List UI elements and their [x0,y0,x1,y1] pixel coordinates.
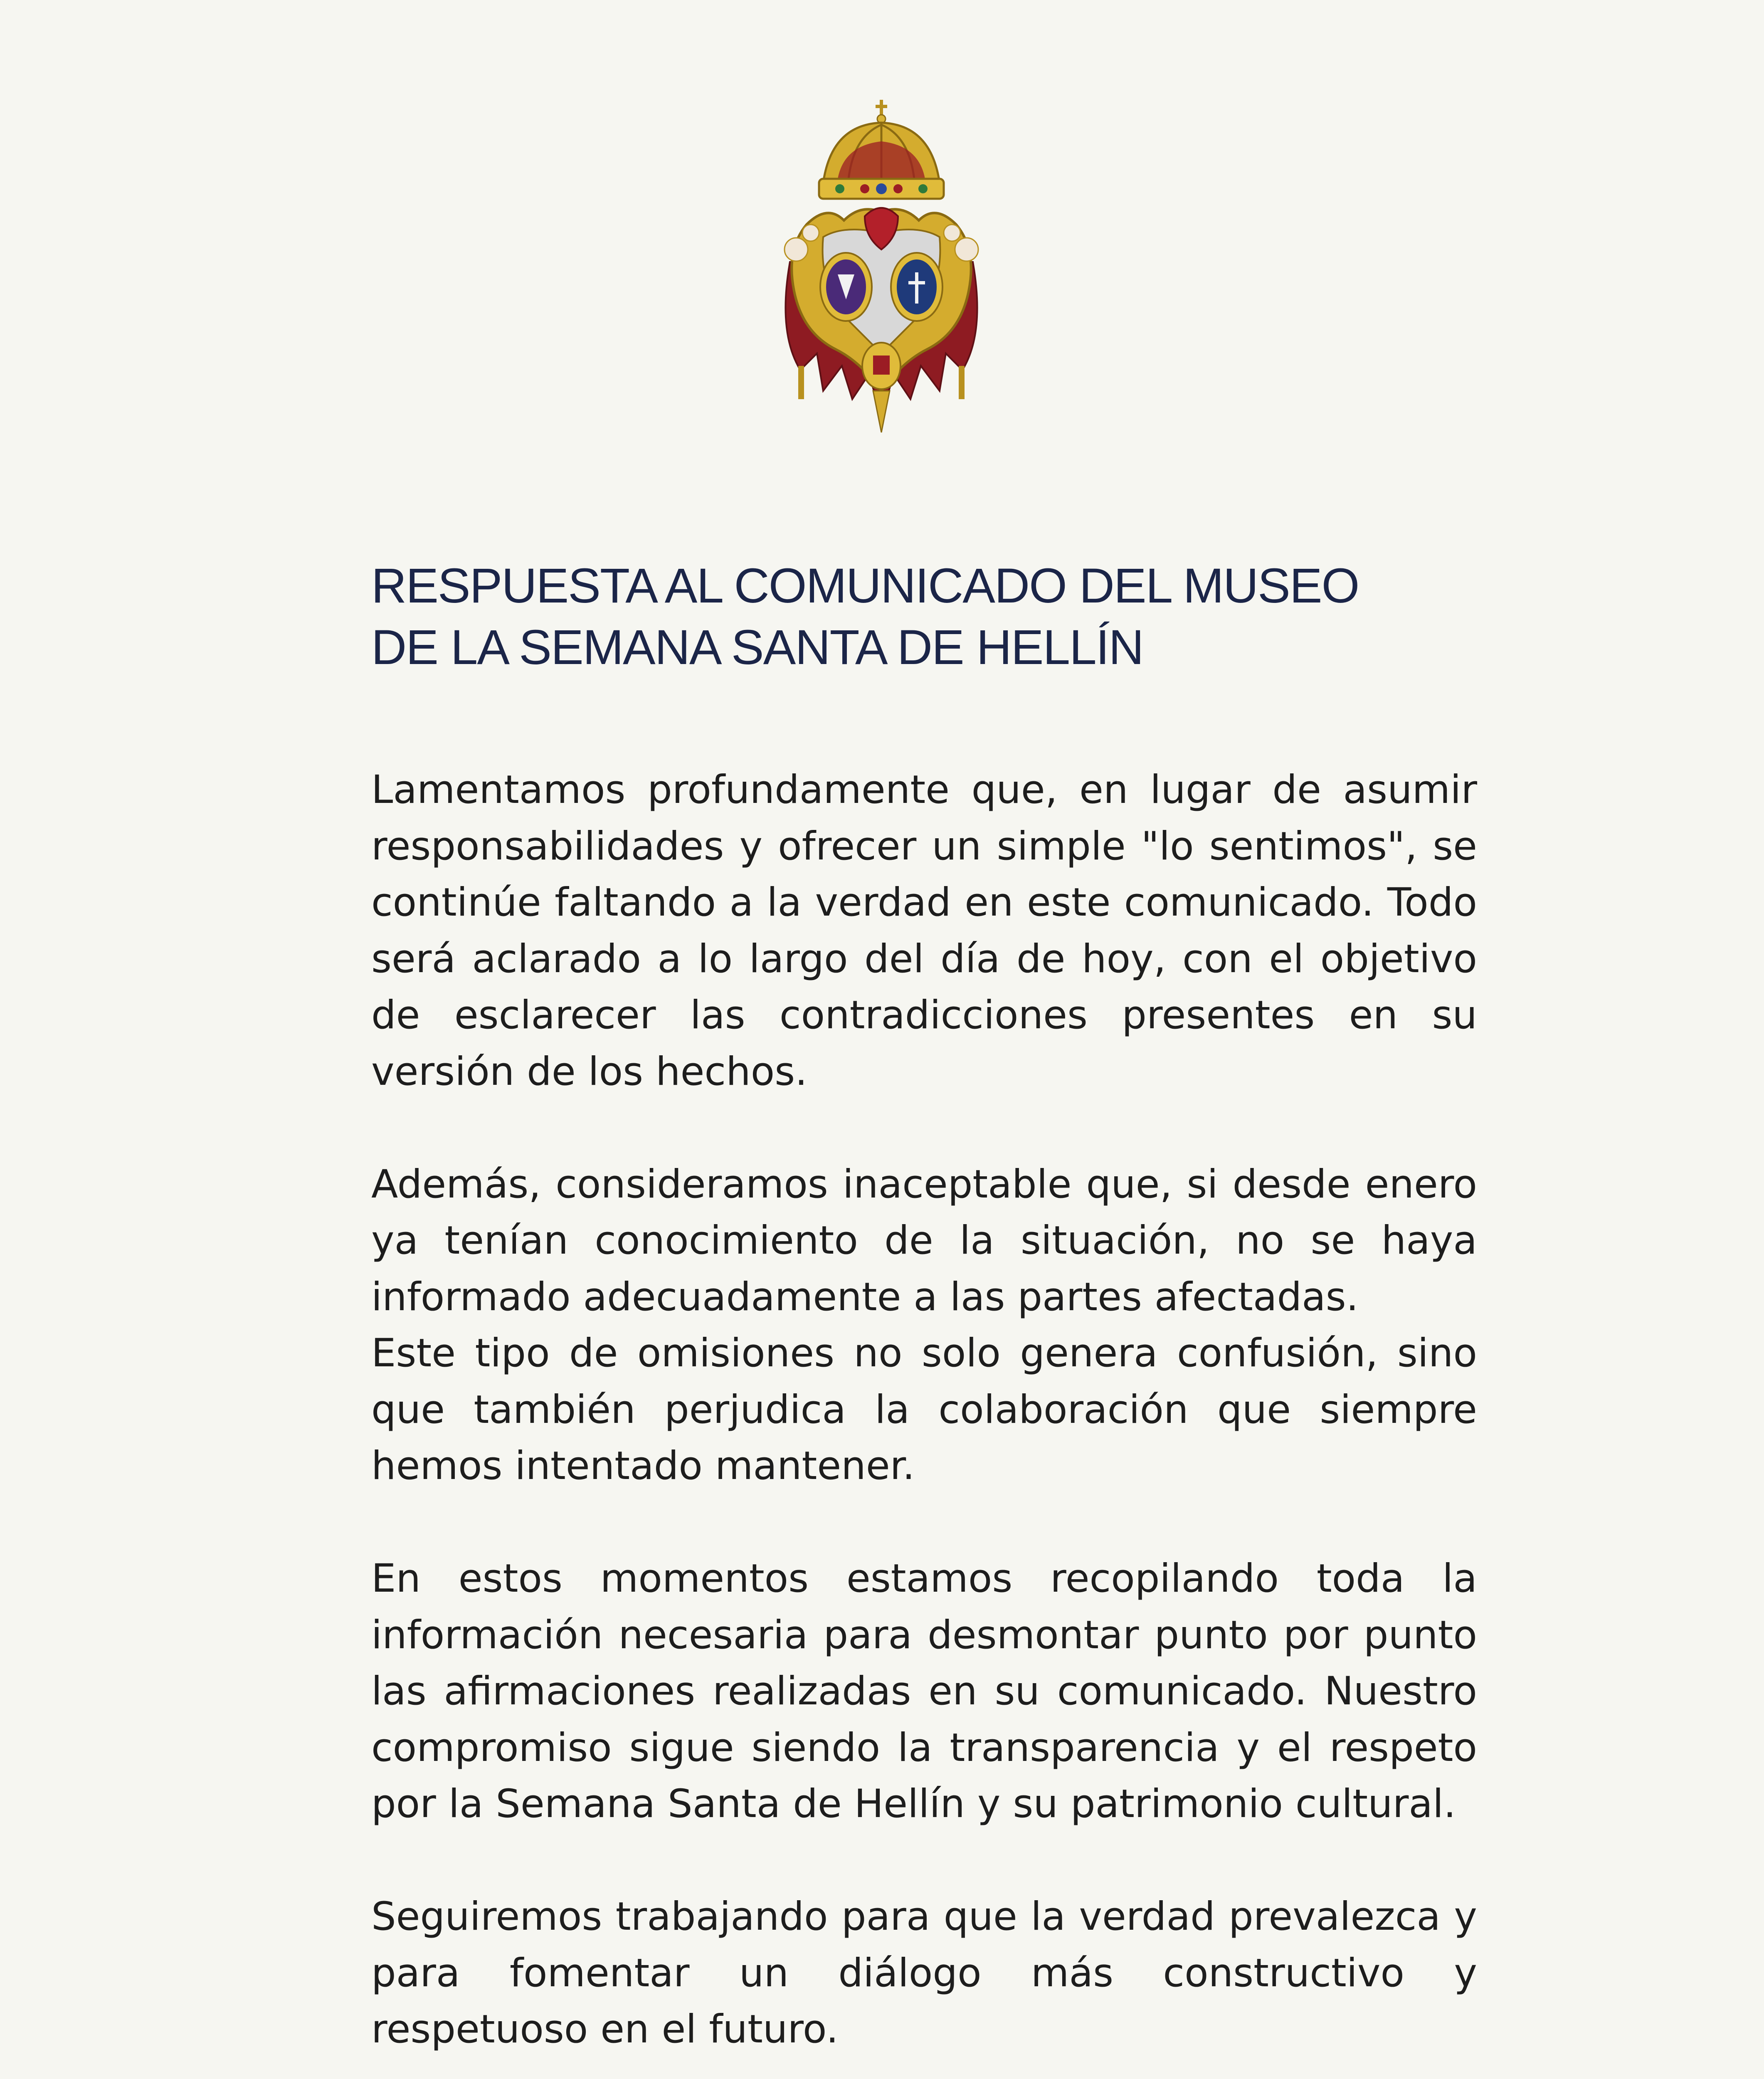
title-line-2: DE LA SEMANA SANTA DE HELLÍN [371,620,1143,675]
coat-of-arms-icon [761,100,1002,445]
document-body [371,762,1477,2058]
paragraph-5: Seguiremos trabajando para que la verdad prevalezca y para fomentar un diálogo más constructivo y respetuoso en el futuro. [371,1894,1477,2052]
title-line-1: RESPUESTA AL COMUNICADO DEL MUSEO [371,558,1359,613]
paragraph-3: Este tipo de omisiones no solo genera confusión, sino que también perjudica la colaboración que siempre hemos intentado mantener. [371,1331,1477,1489]
paragraph-1: Lamentamos profundamente que, en lugar de asumir responsabilidades y ofrecer un simple "lo sentimos", se continúe faltando a la verdad en este comunicado. Todo será aclarado a lo largo del día de hoy, con el objetivo de esclarecer las contradicciones presentes en su versión de los hechos. [371,767,1477,1094]
paragraph-4: En estos momentos estamos recopilando toda la información necesaria para desmontar punto por punto las afirmaciones realizadas en su comunicado. Nuestro compromiso sigue siendo la transparencia y el respeto por la Semana Santa de Hellín y su patrimonio cultural. [371,1556,1477,1827]
document-title [371,555,1481,678]
paragraph-2: Además, consideramos inaceptable que, si desde enero ya tenían conocimiento de la situación, no se haya informado adecuadamente a las partes afectadas. [371,1161,1477,1320]
